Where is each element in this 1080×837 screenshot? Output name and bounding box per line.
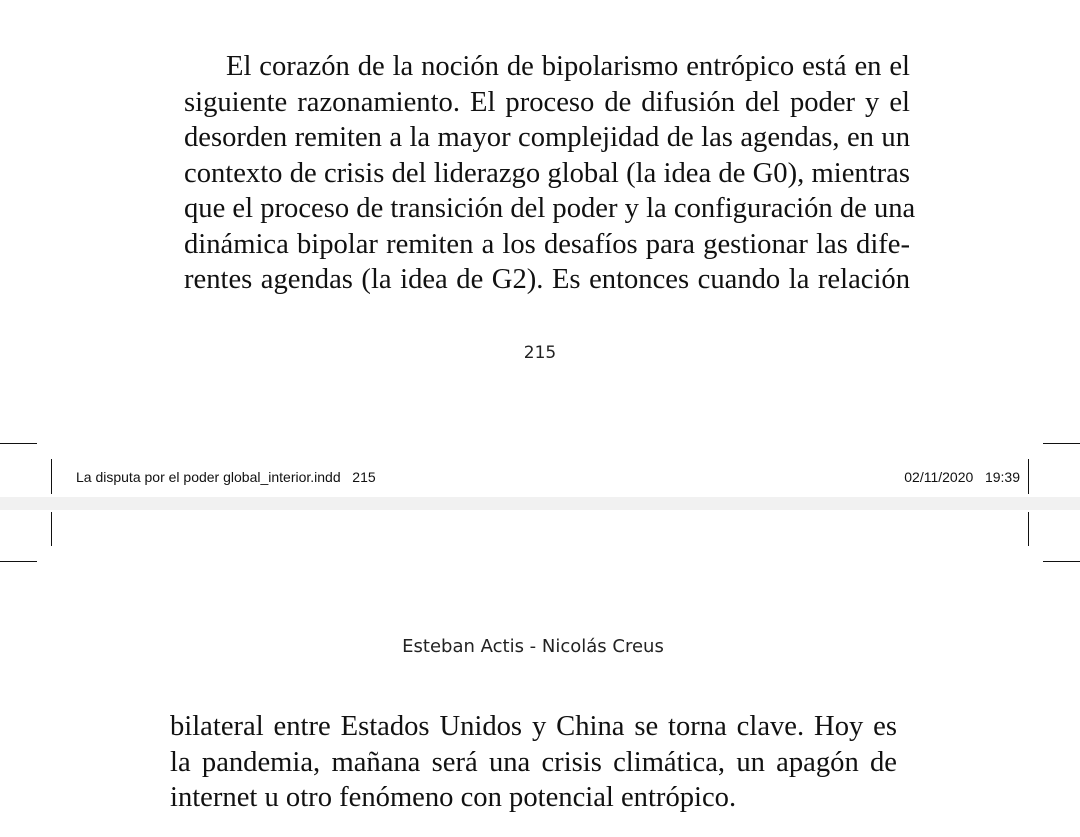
body-paragraph-top <box>184 49 916 298</box>
crop-mark <box>1028 459 1029 494</box>
text-line: la pandemia, mañana será una crisis climática, un apagón de <box>170 746 897 778</box>
text-line: bilateral entre Estados Unidos y China se torna clave. Hoy es <box>170 711 897 742</box>
page-separator <box>0 497 1080 510</box>
crop-mark <box>1043 561 1080 562</box>
crop-mark <box>0 561 37 562</box>
text-line: El corazón de la noción de bipolarismo entrópico está en el <box>226 51 910 82</box>
text-line: dinámica bipolar remiten a los desafíos para gestionar las dife- <box>184 228 910 260</box>
crop-mark <box>51 459 52 494</box>
text-line: internet u otro fenómeno con potencial entrópico. <box>170 782 737 813</box>
text-line: contexto de crisis del liderazgo global (la idea de G0), mientras <box>184 157 910 189</box>
text-line: siguiente razonamiento. El proceso de difusión del poder y el <box>184 86 910 118</box>
running-head-authors: Esteban Actis - Nicolás Creus <box>402 636 664 657</box>
text-line: que el proceso de transición del poder y la configuración de una <box>184 193 916 224</box>
slug-file-info: La disputa por el poder global_interior.indd 215 <box>76 469 376 485</box>
text-line: rentes agendas (la idea de G2). Es entonces cuando la relación <box>184 264 910 295</box>
crop-mark <box>1043 443 1080 444</box>
crop-mark <box>1028 512 1029 546</box>
crop-mark <box>51 512 52 546</box>
text-line: desorden remiten a la mayor complejidad de las agendas, en un <box>184 122 910 153</box>
page-number: 215 <box>523 343 557 363</box>
slug-timestamp: 02/11/2020 19:39 <box>904 469 1020 485</box>
crop-mark <box>0 443 37 444</box>
body-paragraph-bottom <box>170 709 897 816</box>
